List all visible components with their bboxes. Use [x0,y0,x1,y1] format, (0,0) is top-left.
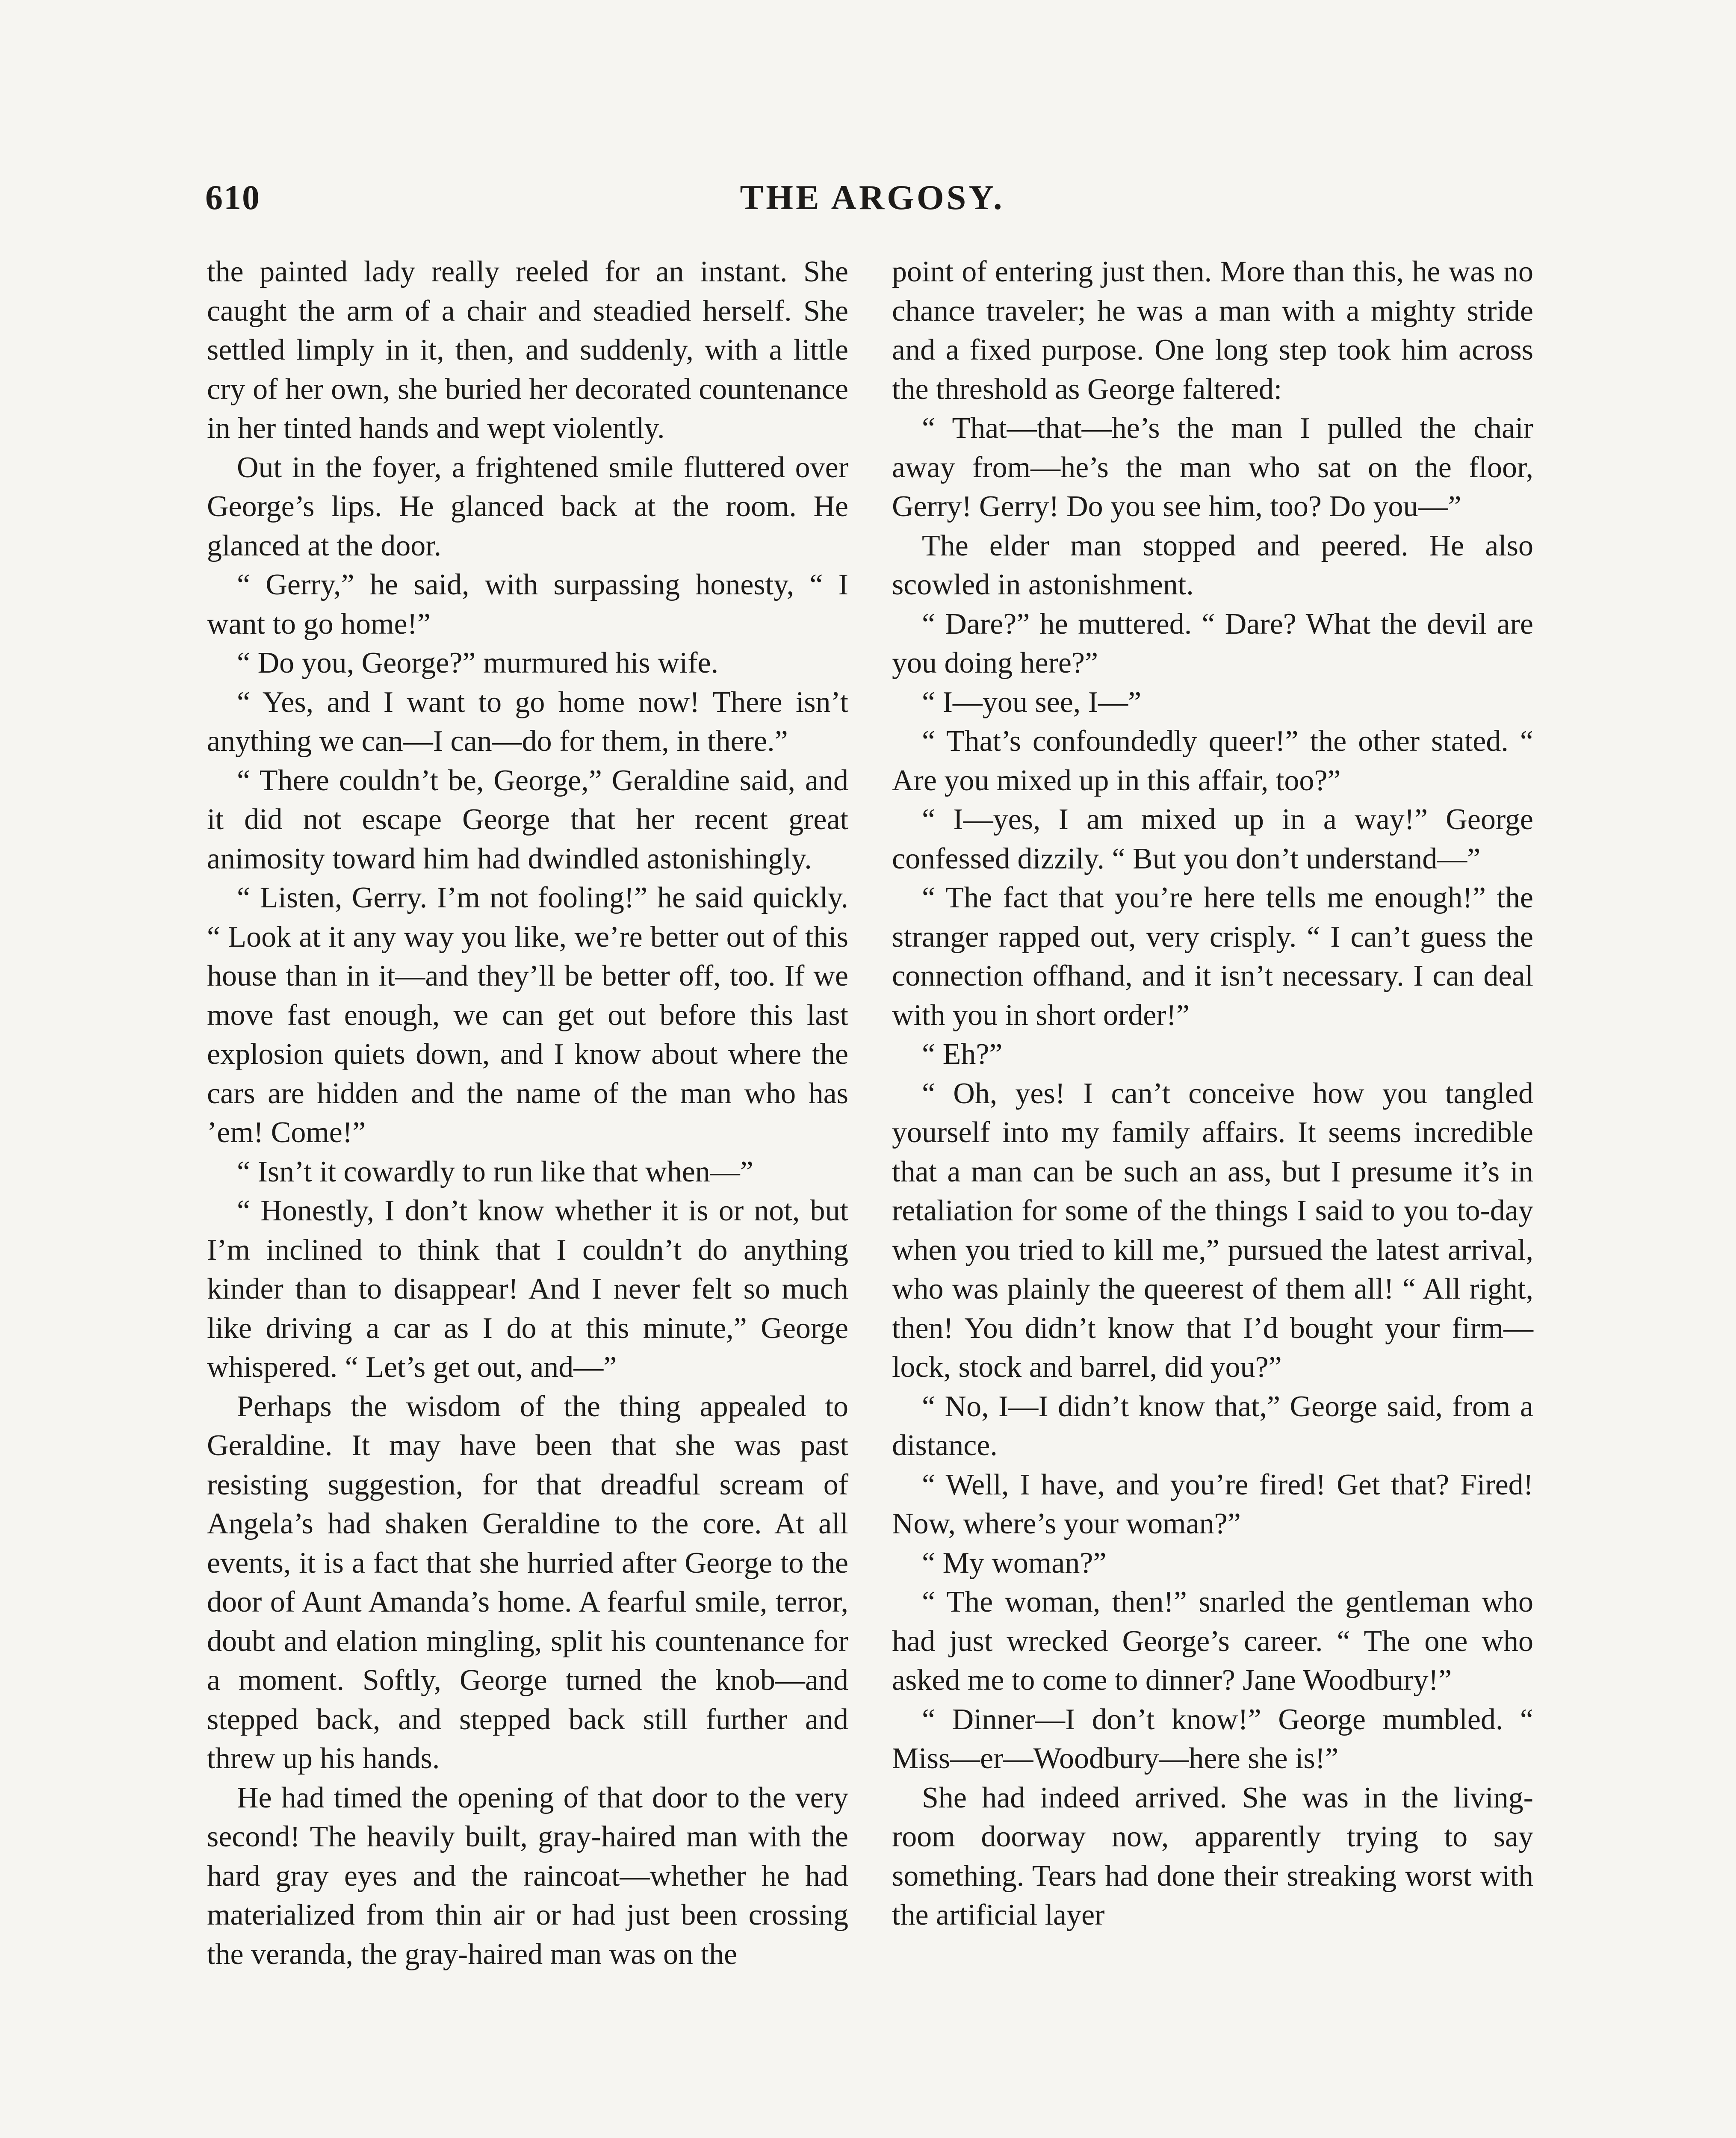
paragraph: The elder man stopped and peered. He also scowled in astonishment. [892,529,1533,601]
paragraph: Perhaps the wisdom of the thing appealed to Geraldine. It may have been that she was past resisting suggestion, for that dreadful scream of Angela’s had shaken Geraldine to the core. At all events, it is a fact that she hurried after George to the door of Aunt Amanda’s home. A fearful smile, terror, doubt and elation mingling, split his countenance for a moment. Softly, George turned the knob—and stepped back, and stepped back still further and threw up his hands. [207,1390,848,1775]
paragraph: point of entering just then. More than this, he was no chance traveler; he was a man with a mighty stride and a fixed purpose. One long step took him across the threshold as George faltered: [892,255,1533,406]
paragraph: “ Yes, and I want to go home now! There isn’t anything we can—I can—do for them, in there.” [207,685,848,758]
page-number: 610 [205,178,260,217]
paragraph: “ Well, I have, and you’re fired! Get that? Fired! Now, where’s your woman?” [892,1468,1533,1540]
paragraph: “ Isn’t it cowardly to run like that when—” [237,1155,753,1188]
paragraph: “ Do you, George?” murmured his wife. [237,647,719,679]
paragraph: “ The fact that you’re here tells me enough!” the stranger rapped out, very crisply. “ I can’t guess the connection offhand, and it isn’t necessary. I can deal with you in short order!” [892,881,1533,1032]
running-head: THE ARGOSY. [740,178,1005,217]
paragraph: “ The woman, then!” snarled the gentleman who had just wrecked George’s career. “ The one who asked me to come to dinner? Jane Woodbury!” [892,1586,1533,1697]
paragraph: “ Honestly, I don’t know whether it is or not, but I’m inclined to think that I couldn’t do anything kinder than to disappear! And I never felt so much like driving a car as I do at this minute,” George whispered. “ Let’s get out, and—” [207,1194,848,1384]
paragraph: “ Dinner—I don’t know!” George mumbled. “ Miss—er—Woodbury—here she is!” [892,1703,1533,1775]
paragraph: “ There couldn’t be, George,” Geraldine said, and it did not escape George that her recent great animosity toward him had dwindled astonishingly. [207,764,848,875]
paragraph: “ No, I—I didn’t know that,” George said, from a distance. [892,1390,1533,1462]
paragraph: “ Gerry,” he said, with surpassing honesty, “ I want to go home!” [207,568,848,641]
paragraph: “ Eh?” [922,1038,1003,1071]
paragraph: He had timed the opening of that door to the very second! The heavily built, gray-haired man with the hard gray eyes and the raincoat—whether he had materialized from thin air or had just been crossing the veranda, the gray-haired man was on the [207,1781,848,1971]
paragraph: “ That—that—he’s the man I pulled the chair away from—he’s the man who sat on the floor, Gerry! Gerry! Do you see him, too? Do you—” [892,412,1533,523]
paragraph: “ That’s confoundedly queer!” the other stated. “ Are you mixed up in this affair, too?” [892,725,1533,797]
paragraph: “ Dare?” he muttered. “ Dare? What the devil are you doing here?” [892,607,1533,679]
left-column [207,252,848,2138]
paragraph: Out in the foyer, a frightened smile fluttered over George’s lips. He glanced back at the room. He glanced at the door. [207,451,848,562]
page-header [205,177,1539,220]
paragraph: “ Oh, yes! I can’t conceive how you tangled yourself into my family affairs. It seems incredible that a man can be such an ass, but I presume it’s in retaliation for some of the things I said to you to-day when you tried to kill me,” pursued the latest arrival, who was plainly the queerest of them all! “ All right, then! You didn’t know that I’d bought your firm—lock, stock and barrel, did you?” [892,1077,1533,1384]
paragraph: “ My woman?” [922,1546,1107,1580]
paragraph: “ I—yes, I am mixed up in a way!” George confessed dizzily. “ But you don’t understand—” [892,803,1533,875]
paragraph: “ Listen, Gerry. I’m not fooling!” he said quickly. “ Look at it any way you like, we’re better out of this house than in it—and they’ll be better off, too. If we move fast enough, we can get out before this last explosion quiets down, and I know about where the cars are hidden and the name of the man who has ’em! Come!” [207,881,848,1149]
paragraph: “ I—you see, I—” [922,685,1142,719]
text-columns [207,252,1533,2138]
paragraph: the painted lady really reeled for an instant. She caught the arm of a chair and steadied herself. She settled limply in it, then, and suddenly, with a little cry of her own, she buried her decorated countenance in her tinted hands and wept violently. [207,255,848,445]
paragraph: She had indeed arrived. She was in the living-room doorway now, apparently trying to say something. Tears had done their streaking worst with the artificial layer [892,1781,1533,1931]
right-column [892,252,1533,2138]
